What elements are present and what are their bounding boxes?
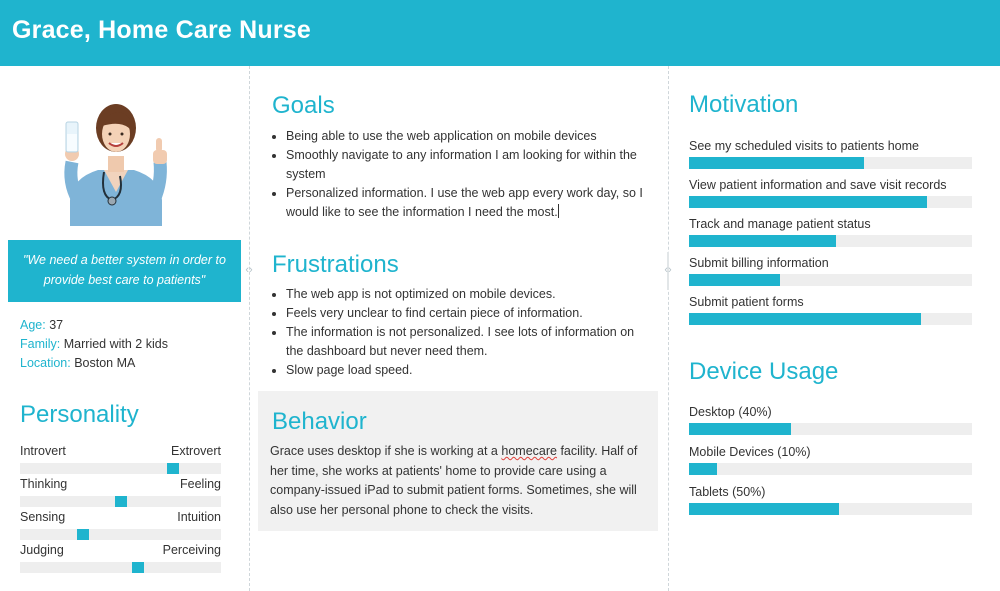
header-bar — [0, 0, 1000, 66]
device-usage-bar-fill — [689, 463, 717, 475]
resize-handle-left-icon[interactable]: ‹› — [245, 264, 253, 276]
behavior-text-part: facility. Half of her time, she works at patients' home to provide care using a company-issued iPad to submit patient forms. Sometimes, she will also use her personal phone to check the visits. — [270, 444, 638, 517]
list-item — [270, 184, 648, 222]
motivation-bar-track — [689, 196, 972, 208]
motivation-bar-track — [689, 313, 972, 325]
behavior-title: Behavior — [272, 408, 367, 435]
device-usage-bar-fill — [689, 423, 791, 435]
device-usage-label: Tablets (50%) — [689, 485, 766, 499]
motivation-label: Submit patient forms — [689, 295, 804, 309]
motivation-bar-fill — [689, 313, 921, 325]
list-item: Being able to use the web application on mobile devices — [270, 127, 648, 146]
device-usage-row — [689, 483, 972, 515]
trait-right-label: Extrovert — [170, 444, 221, 458]
age-row — [20, 318, 63, 332]
trait-right-label: Feeling — [180, 477, 221, 491]
list-item: Slow page load speed. — [270, 361, 642, 380]
motivation-label: See my scheduled visits to patients home — [689, 139, 919, 153]
frustrations-list — [270, 285, 642, 380]
motivation-title: Motivation — [689, 91, 799, 118]
list-item: The web app is not optimized on mobile devices. — [270, 285, 642, 304]
nurse-photo — [56, 96, 176, 226]
spellcheck-word[interactable]: homecare — [501, 444, 557, 458]
device-usage-bar-fill — [689, 503, 839, 515]
device-usage-bar-track — [689, 503, 972, 515]
device-usage-label: Desktop (40%) — [689, 405, 772, 419]
device-usage-row — [689, 443, 972, 475]
device-usage-row — [689, 403, 972, 435]
goals-title: Goals — [272, 92, 335, 119]
resize-handle-right-icon[interactable]: ‹› — [664, 264, 672, 276]
motivation-bar-track — [689, 157, 972, 169]
goal-text: Personalized information. I use the web app every work day, so I would like to see the information I need the most. — [286, 186, 643, 219]
trait-slider-track[interactable] — [20, 496, 221, 507]
text-caret — [558, 204, 559, 218]
trait-left-label: Introvert — [20, 444, 66, 458]
frustrations-title: Frustrations — [272, 251, 399, 278]
trait-left-label: Judging — [20, 543, 64, 557]
page-title: Grace, Home Care Nurse — [12, 16, 311, 44]
motivation-bar-fill — [689, 157, 864, 169]
motivation-bar-fill — [689, 196, 927, 208]
list-item: The information is not personalized. I see lots of information on the dashboard but never need them. — [270, 323, 642, 361]
location-value: Boston MA — [74, 356, 136, 370]
device-usage-title: Device Usage — [689, 358, 839, 385]
goals-list — [270, 127, 648, 222]
motivation-label: Track and manage patient status — [689, 217, 871, 231]
column-divider-right — [668, 66, 669, 591]
family-label: Family: — [20, 337, 61, 351]
motivation-label: Submit billing information — [689, 256, 829, 270]
motivation-bar-fill — [689, 274, 780, 286]
trait-slider-track[interactable] — [20, 463, 221, 474]
motivation-row — [689, 137, 972, 169]
device-usage-bar-track — [689, 423, 972, 435]
family-value: Married with 2 kids — [63, 337, 168, 351]
column-divider-left — [249, 66, 250, 591]
persona-quote: "We need a better system in order to provide best care to patients" — [8, 240, 241, 302]
trait-slider-thumb[interactable] — [115, 496, 127, 507]
motivation-row — [689, 176, 972, 208]
personality-trait-row — [20, 510, 221, 540]
behavior-text-part: Grace uses desktop if she is working at a — [270, 444, 502, 458]
motivation-bar-track — [689, 274, 972, 286]
trait-right-label: Intuition — [177, 510, 221, 524]
trait-slider-thumb[interactable] — [77, 529, 89, 540]
device-usage-label: Mobile Devices (10%) — [689, 445, 811, 459]
trait-slider-track[interactable] — [20, 562, 221, 573]
motivation-row — [689, 293, 972, 325]
motivation-row — [689, 254, 972, 286]
trait-left-label: Sensing — [20, 510, 66, 524]
personality-trait-row — [20, 444, 221, 474]
age-value: 37 — [49, 318, 64, 332]
list-item: Smoothly navigate to any information I am looking for within the system — [270, 146, 648, 184]
location-row — [20, 356, 135, 370]
personality-trait-row — [20, 543, 221, 573]
personality-title: Personality — [20, 401, 139, 428]
motivation-row — [689, 215, 972, 247]
trait-right-label: Perceiving — [162, 543, 221, 557]
device-usage-bar-track — [689, 463, 972, 475]
trait-slider-thumb[interactable] — [132, 562, 144, 573]
motivation-bar-fill — [689, 235, 836, 247]
trait-left-label: Thinking — [20, 477, 68, 491]
motivation-label: View patient information and save visit records — [689, 178, 947, 192]
age-label: Age: — [20, 318, 46, 332]
family-row — [20, 337, 168, 351]
trait-slider-thumb[interactable] — [167, 463, 179, 474]
trait-slider-track[interactable] — [20, 529, 221, 540]
personality-trait-row — [20, 477, 221, 507]
motivation-bar-track — [689, 235, 972, 247]
location-label: Location: — [20, 356, 71, 370]
behavior-text — [270, 442, 650, 520]
list-item: Feels very unclear to find certain piece of information. — [270, 304, 642, 323]
